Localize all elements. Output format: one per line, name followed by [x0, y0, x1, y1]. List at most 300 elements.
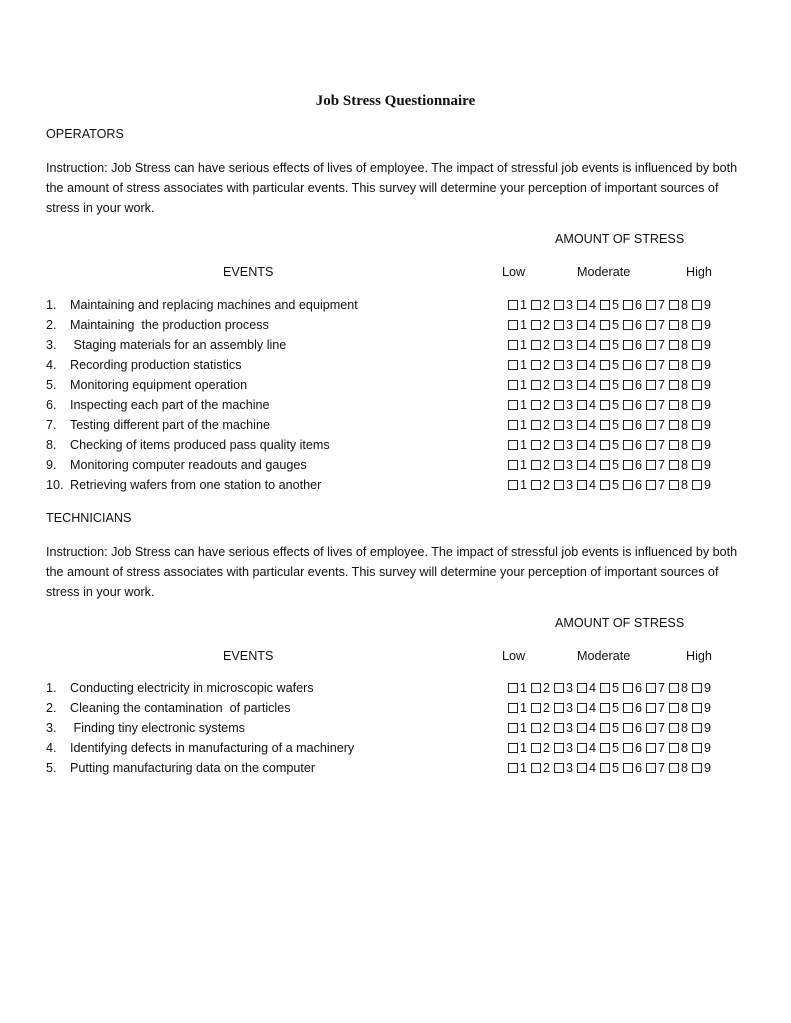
checkbox[interactable] [600, 420, 610, 430]
rating-option[interactable] [554, 398, 573, 412]
rating-option[interactable] [531, 701, 550, 715]
checkbox[interactable] [600, 340, 610, 350]
checkbox[interactable] [508, 480, 518, 490]
rating-option[interactable] [646, 298, 665, 312]
rating-option[interactable] [508, 358, 527, 372]
rating-option[interactable] [531, 681, 550, 695]
rating-option[interactable] [554, 761, 573, 775]
checkbox[interactable] [508, 400, 518, 410]
rating-option[interactable] [508, 318, 527, 332]
rating-option[interactable] [577, 338, 596, 352]
checkbox[interactable] [669, 440, 679, 450]
checkbox[interactable] [646, 763, 656, 773]
checkbox[interactable] [692, 440, 702, 450]
rating-option[interactable] [531, 398, 550, 412]
rating-option[interactable] [646, 681, 665, 695]
checkbox[interactable] [554, 360, 564, 370]
checkbox[interactable] [508, 763, 518, 773]
checkbox[interactable] [600, 400, 610, 410]
checkbox[interactable] [623, 763, 633, 773]
rating-option[interactable] [646, 378, 665, 392]
checkbox[interactable] [577, 320, 587, 330]
rating-option[interactable] [577, 478, 596, 492]
checkbox[interactable] [623, 703, 633, 713]
rating-option[interactable] [669, 741, 688, 755]
rating-option[interactable] [646, 318, 665, 332]
rating-option[interactable] [692, 701, 711, 715]
rating-option[interactable] [692, 398, 711, 412]
rating-option[interactable] [508, 418, 527, 432]
rating-option[interactable] [669, 418, 688, 432]
checkbox[interactable] [600, 300, 610, 310]
rating-option[interactable] [577, 721, 596, 735]
rating-option[interactable] [600, 741, 619, 755]
rating-option[interactable] [646, 358, 665, 372]
rating-option[interactable] [531, 358, 550, 372]
rating-option[interactable] [623, 378, 642, 392]
rating-option[interactable] [692, 438, 711, 452]
checkbox[interactable] [554, 340, 564, 350]
checkbox[interactable] [692, 480, 702, 490]
rating-option[interactable] [600, 478, 619, 492]
rating-option[interactable] [669, 721, 688, 735]
checkbox[interactable] [531, 380, 541, 390]
rating-option[interactable] [508, 398, 527, 412]
rating-option[interactable] [669, 438, 688, 452]
checkbox[interactable] [669, 763, 679, 773]
rating-option[interactable] [692, 478, 711, 492]
rating-option[interactable] [577, 438, 596, 452]
checkbox[interactable] [577, 420, 587, 430]
checkbox[interactable] [577, 683, 587, 693]
rating-value: 4 [589, 761, 597, 775]
checkbox[interactable] [600, 723, 610, 733]
checkbox[interactable] [646, 723, 656, 733]
rating-option[interactable] [669, 378, 688, 392]
rating-option[interactable] [554, 701, 573, 715]
checkbox[interactable] [669, 743, 679, 753]
rating-value: 9 [704, 701, 712, 715]
rating-value: 7 [658, 701, 666, 715]
rating-option[interactable] [623, 741, 642, 755]
checkbox[interactable] [531, 763, 541, 773]
checkbox[interactable] [692, 723, 702, 733]
rating-option[interactable] [554, 438, 573, 452]
checkbox[interactable] [646, 300, 656, 310]
checkbox[interactable] [554, 380, 564, 390]
checkbox[interactable] [692, 340, 702, 350]
rating-option[interactable] [623, 318, 642, 332]
rating-option[interactable] [508, 721, 527, 735]
checkbox[interactable] [600, 703, 610, 713]
rating-option[interactable] [646, 438, 665, 452]
checkbox[interactable] [623, 320, 633, 330]
rating-option[interactable] [600, 458, 619, 472]
checkbox[interactable] [646, 703, 656, 713]
rating-option[interactable] [669, 458, 688, 472]
rating-option[interactable] [554, 418, 573, 432]
checkbox[interactable] [600, 440, 610, 450]
checkbox[interactable] [554, 460, 564, 470]
checkbox[interactable] [508, 440, 518, 450]
rating-option[interactable] [600, 681, 619, 695]
rating-option[interactable] [508, 478, 527, 492]
rating-option[interactable] [623, 298, 642, 312]
rating-option[interactable] [554, 298, 573, 312]
question-text: Recording production statistics [70, 358, 242, 372]
rating-option[interactable] [600, 338, 619, 352]
rating-option[interactable] [508, 681, 527, 695]
checkbox[interactable] [692, 320, 702, 330]
rating-value: 7 [658, 398, 666, 412]
rating-option[interactable] [531, 298, 550, 312]
rating-option[interactable] [646, 721, 665, 735]
checkbox[interactable] [554, 400, 564, 410]
rating-value: 2 [543, 298, 551, 312]
rating-option[interactable] [531, 478, 550, 492]
rating-option[interactable] [600, 721, 619, 735]
checkbox[interactable] [669, 340, 679, 350]
rating-option[interactable] [554, 458, 573, 472]
rating-option[interactable] [554, 338, 573, 352]
rating-option[interactable] [508, 438, 527, 452]
rating-option[interactable] [577, 358, 596, 372]
rating-option[interactable] [531, 318, 550, 332]
rating-option[interactable] [600, 298, 619, 312]
checkbox[interactable] [692, 683, 702, 693]
checkbox[interactable] [554, 440, 564, 450]
checkbox[interactable] [646, 440, 656, 450]
rating-option[interactable] [669, 761, 688, 775]
rating-option[interactable] [623, 701, 642, 715]
rating-option[interactable] [600, 761, 619, 775]
checkbox[interactable] [531, 743, 541, 753]
checkbox[interactable] [577, 763, 587, 773]
rating-option[interactable] [531, 378, 550, 392]
rating-option[interactable] [531, 438, 550, 452]
checkbox[interactable] [577, 300, 587, 310]
checkbox[interactable] [669, 703, 679, 713]
checkbox[interactable] [692, 360, 702, 370]
checkbox[interactable] [508, 340, 518, 350]
checkbox[interactable] [600, 380, 610, 390]
rating-option[interactable] [577, 418, 596, 432]
checkbox[interactable] [554, 723, 564, 733]
rating-option[interactable] [554, 721, 573, 735]
checkbox[interactable] [623, 340, 633, 350]
rating-option[interactable] [623, 761, 642, 775]
checkbox[interactable] [508, 683, 518, 693]
checkbox[interactable] [669, 360, 679, 370]
checkbox[interactable] [577, 360, 587, 370]
rating-option[interactable] [531, 458, 550, 472]
checkbox[interactable] [531, 340, 541, 350]
rating-value: 6 [635, 318, 643, 332]
rating-option[interactable] [600, 358, 619, 372]
rating-option[interactable] [600, 398, 619, 412]
rating-value: 9 [704, 458, 712, 472]
checkbox[interactable] [577, 480, 587, 490]
rating-option[interactable] [669, 398, 688, 412]
rating-option[interactable] [508, 298, 527, 312]
events-column-header: EVENTS [223, 265, 274, 279]
checkbox[interactable] [646, 340, 656, 350]
checkbox[interactable] [531, 703, 541, 713]
rating-option[interactable] [692, 418, 711, 432]
checkbox[interactable] [646, 743, 656, 753]
rating-option[interactable] [577, 398, 596, 412]
checkbox[interactable] [692, 763, 702, 773]
checkbox[interactable] [646, 360, 656, 370]
rating-option[interactable] [600, 418, 619, 432]
rating-option[interactable] [531, 721, 550, 735]
checkbox[interactable] [646, 683, 656, 693]
rating-option[interactable] [508, 378, 527, 392]
rating-value: 1 [520, 458, 528, 472]
rating-value: 3 [566, 398, 574, 412]
checkbox[interactable] [646, 320, 656, 330]
rating-option[interactable] [646, 398, 665, 412]
rating-value: 3 [566, 458, 574, 472]
checkbox[interactable] [669, 460, 679, 470]
rating-option[interactable] [577, 318, 596, 332]
question-number: 2. [46, 701, 57, 715]
checkbox[interactable] [508, 743, 518, 753]
rating-option[interactable] [646, 761, 665, 775]
rating-option[interactable] [669, 701, 688, 715]
rating-value: 2 [543, 378, 551, 392]
checkbox[interactable] [600, 360, 610, 370]
checkbox[interactable] [554, 320, 564, 330]
rating-option[interactable] [669, 358, 688, 372]
checkbox[interactable] [669, 420, 679, 430]
rating-value: 6 [635, 458, 643, 472]
rating-value: 7 [658, 418, 666, 432]
checkbox[interactable] [531, 460, 541, 470]
rating-option[interactable] [692, 338, 711, 352]
checkbox[interactable] [600, 763, 610, 773]
checkbox[interactable] [531, 320, 541, 330]
rating-option[interactable] [669, 298, 688, 312]
checkbox[interactable] [646, 420, 656, 430]
rating-option[interactable] [669, 338, 688, 352]
rating-option[interactable] [554, 478, 573, 492]
rating-option[interactable] [577, 741, 596, 755]
checkbox[interactable] [577, 743, 587, 753]
checkbox[interactable] [554, 480, 564, 490]
checkbox[interactable] [531, 480, 541, 490]
rating-value: 6 [635, 418, 643, 432]
checkbox[interactable] [600, 743, 610, 753]
rating-option[interactable] [508, 338, 527, 352]
checkbox[interactable] [692, 703, 702, 713]
rating-value: 7 [658, 438, 666, 452]
rating-option[interactable] [646, 701, 665, 715]
checkbox[interactable] [646, 480, 656, 490]
rating-value: 8 [681, 701, 689, 715]
rating-option[interactable] [623, 478, 642, 492]
checkbox[interactable] [623, 460, 633, 470]
checkbox[interactable] [577, 380, 587, 390]
checkbox[interactable] [508, 320, 518, 330]
checkbox[interactable] [692, 743, 702, 753]
checkbox[interactable] [669, 723, 679, 733]
rating-option[interactable] [554, 318, 573, 332]
checkbox[interactable] [554, 300, 564, 310]
rating-option[interactable] [600, 318, 619, 332]
rating-option[interactable] [577, 761, 596, 775]
checkbox[interactable] [623, 380, 633, 390]
rating-option[interactable] [692, 318, 711, 332]
checkbox[interactable] [669, 380, 679, 390]
rating-option[interactable] [692, 298, 711, 312]
rating-option[interactable] [577, 298, 596, 312]
checkbox[interactable] [692, 380, 702, 390]
rating-option[interactable] [623, 338, 642, 352]
checkbox[interactable] [508, 723, 518, 733]
checkbox[interactable] [577, 440, 587, 450]
checkbox[interactable] [692, 420, 702, 430]
rating-option[interactable] [646, 338, 665, 352]
rating-option[interactable] [646, 741, 665, 755]
rating-option[interactable] [554, 681, 573, 695]
rating-option[interactable] [508, 701, 527, 715]
rating-value: 4 [589, 318, 597, 332]
rating-option[interactable] [669, 478, 688, 492]
question-number: 1. [46, 298, 57, 312]
checkbox[interactable] [531, 683, 541, 693]
checkbox[interactable] [531, 420, 541, 430]
checkbox[interactable] [508, 420, 518, 430]
checkbox[interactable] [577, 460, 587, 470]
checkbox[interactable] [600, 683, 610, 693]
checkbox[interactable] [577, 400, 587, 410]
rating-option[interactable] [623, 721, 642, 735]
checkbox[interactable] [577, 703, 587, 713]
checkbox[interactable] [531, 300, 541, 310]
checkbox[interactable] [692, 400, 702, 410]
checkbox[interactable] [669, 480, 679, 490]
rating-value: 1 [520, 721, 528, 735]
checkbox[interactable] [531, 440, 541, 450]
checkbox[interactable] [554, 420, 564, 430]
rating-value: 4 [589, 681, 597, 695]
checkbox[interactable] [623, 743, 633, 753]
checkbox[interactable] [554, 683, 564, 693]
checkbox[interactable] [577, 340, 587, 350]
rating-option[interactable] [600, 438, 619, 452]
rating-option[interactable] [623, 358, 642, 372]
rating-value: 8 [681, 298, 689, 312]
rating-option[interactable] [623, 438, 642, 452]
rating-option[interactable] [646, 418, 665, 432]
checkbox[interactable] [554, 703, 564, 713]
rating-value: 3 [566, 701, 574, 715]
rating-value: 6 [635, 681, 643, 695]
checkbox[interactable] [646, 380, 656, 390]
rating-option[interactable] [600, 701, 619, 715]
checkbox[interactable] [623, 480, 633, 490]
rating-option[interactable] [692, 358, 711, 372]
checkbox[interactable] [669, 683, 679, 693]
rating-option[interactable] [623, 418, 642, 432]
rating-option[interactable] [669, 681, 688, 695]
rating-option[interactable] [646, 478, 665, 492]
rating-value: 3 [566, 761, 574, 775]
rating-option[interactable] [508, 741, 527, 755]
rating-option[interactable] [531, 741, 550, 755]
checkbox[interactable] [554, 743, 564, 753]
checkbox[interactable] [600, 320, 610, 330]
rating-option[interactable] [577, 681, 596, 695]
rating-option[interactable] [554, 741, 573, 755]
rating-option[interactable] [692, 681, 711, 695]
checkbox[interactable] [508, 703, 518, 713]
checkbox[interactable] [577, 723, 587, 733]
checkbox[interactable] [600, 460, 610, 470]
checkbox[interactable] [531, 400, 541, 410]
checkbox[interactable] [623, 400, 633, 410]
rating-option[interactable] [531, 761, 550, 775]
rating-option[interactable] [554, 358, 573, 372]
checkbox[interactable] [646, 460, 656, 470]
rating-value: 8 [681, 438, 689, 452]
rating-option[interactable] [692, 378, 711, 392]
checkbox[interactable] [669, 320, 679, 330]
checkbox[interactable] [600, 480, 610, 490]
checkbox[interactable] [692, 460, 702, 470]
rating-option[interactable] [669, 318, 688, 332]
rating-option[interactable] [623, 458, 642, 472]
rating-option[interactable] [508, 761, 527, 775]
rating-value: 4 [589, 398, 597, 412]
rating-option[interactable] [623, 398, 642, 412]
rating-option[interactable] [692, 458, 711, 472]
rating-option[interactable] [531, 418, 550, 432]
rating-option[interactable] [577, 458, 596, 472]
rating-option[interactable] [531, 338, 550, 352]
checkbox[interactable] [531, 723, 541, 733]
checkbox[interactable] [554, 763, 564, 773]
rating-option[interactable] [646, 458, 665, 472]
checkbox[interactable] [692, 300, 702, 310]
rating-option[interactable] [508, 458, 527, 472]
rating-option[interactable] [692, 721, 711, 735]
checkbox[interactable] [623, 420, 633, 430]
checkbox[interactable] [623, 360, 633, 370]
rating-option[interactable] [577, 378, 596, 392]
rating-option[interactable] [692, 761, 711, 775]
rating-option[interactable] [623, 681, 642, 695]
rating-option[interactable] [600, 378, 619, 392]
checkbox[interactable] [623, 683, 633, 693]
checkbox[interactable] [508, 460, 518, 470]
checkbox[interactable] [669, 300, 679, 310]
checkbox[interactable] [669, 400, 679, 410]
rating-option[interactable] [554, 378, 573, 392]
checkbox[interactable] [646, 400, 656, 410]
checkbox[interactable] [508, 360, 518, 370]
checkbox[interactable] [623, 440, 633, 450]
checkbox[interactable] [508, 300, 518, 310]
rating-option[interactable] [577, 701, 596, 715]
checkbox[interactable] [623, 300, 633, 310]
checkbox[interactable] [531, 360, 541, 370]
rating-value: 1 [520, 378, 528, 392]
rating-option[interactable] [692, 741, 711, 755]
checkbox[interactable] [623, 723, 633, 733]
checkbox[interactable] [508, 380, 518, 390]
